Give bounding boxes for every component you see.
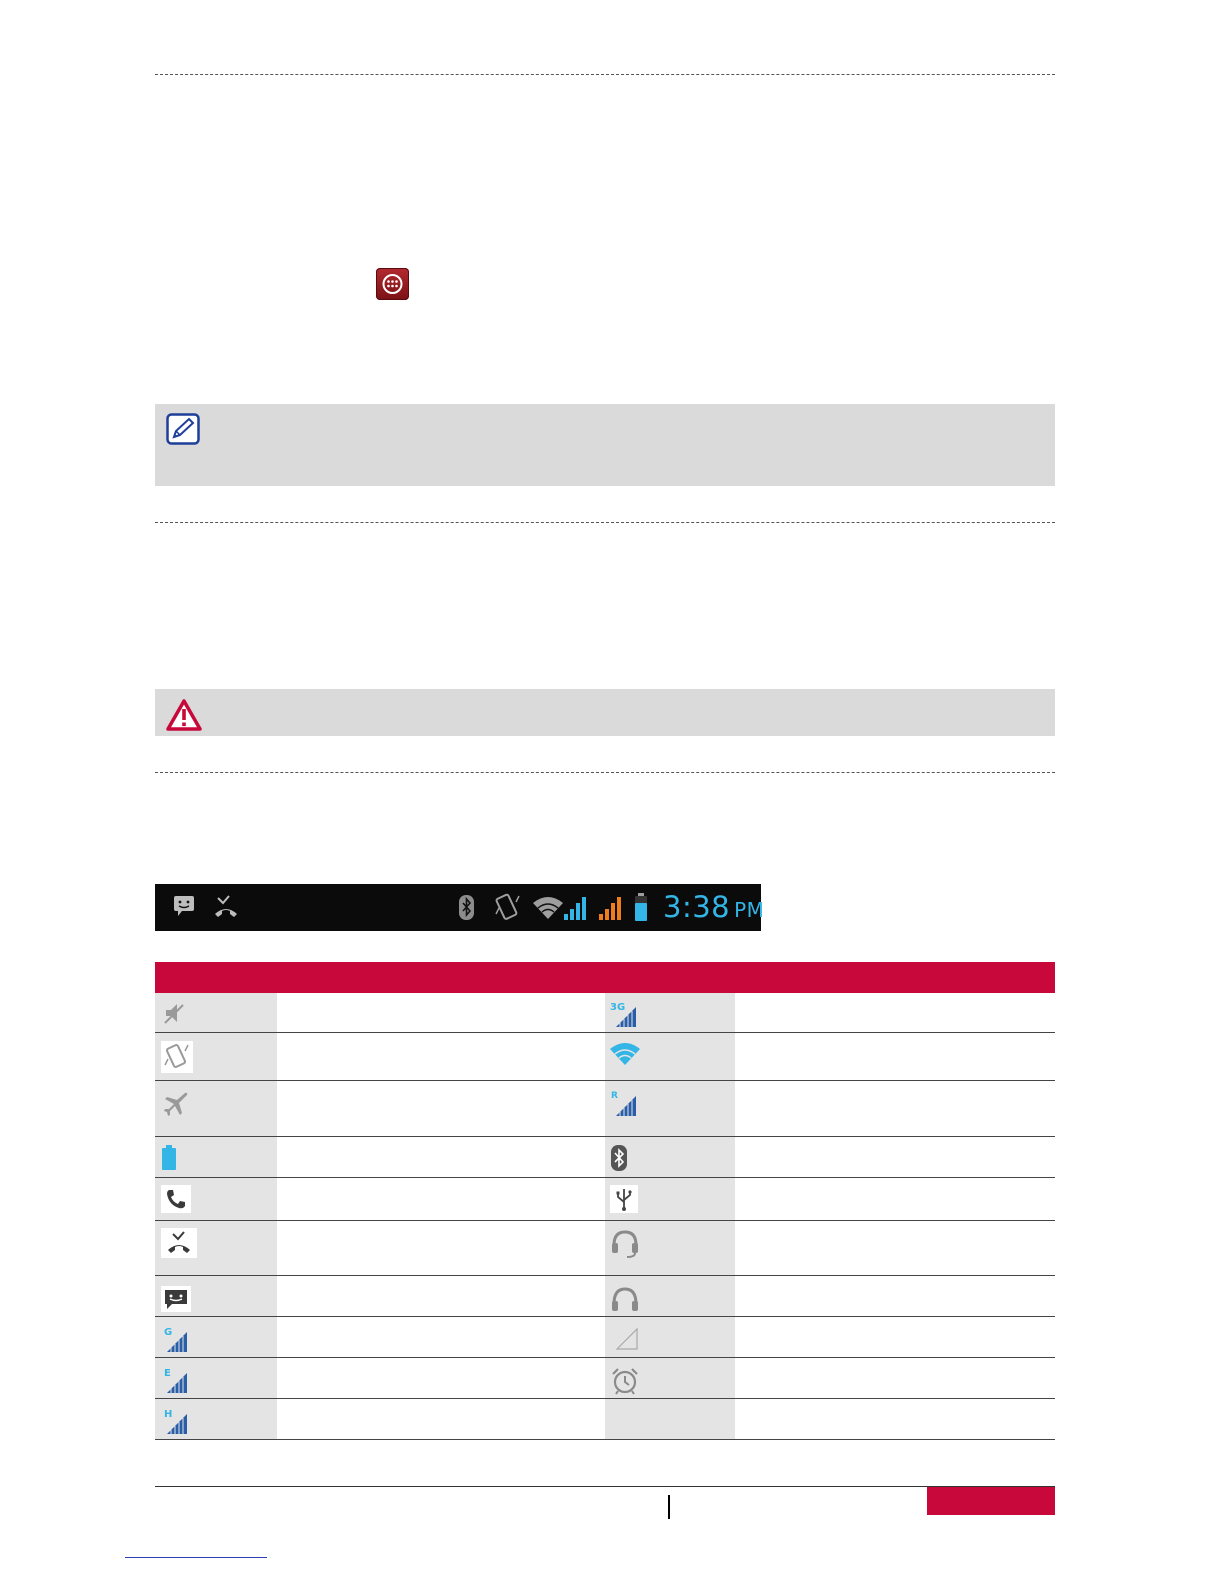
mute-icon (163, 1001, 187, 1025)
airplane-mode-icon (163, 1091, 189, 1117)
table-row (155, 1178, 1055, 1221)
wifi-icon (533, 897, 563, 919)
message-icon (161, 1286, 191, 1312)
status-clock (663, 890, 764, 924)
table-row (155, 1276, 1055, 1317)
footer-separator (668, 1495, 670, 1519)
alarm-icon (611, 1367, 639, 1395)
section-divider (155, 772, 1055, 773)
table-row (155, 1399, 1055, 1440)
bluetooth-icon (459, 895, 474, 920)
vibrate-icon (161, 1041, 193, 1073)
missed-call-icon (215, 896, 237, 917)
edge-signal-icon (163, 1366, 191, 1394)
battery-icon (161, 1145, 177, 1171)
hspa-signal-icon (163, 1407, 191, 1435)
svg-text:3G: 3G (610, 1002, 626, 1013)
no-signal-icon (615, 1327, 639, 1351)
svg-text:R: R (611, 1091, 618, 1101)
signal-sim2-icon (599, 897, 621, 920)
clock-ampm: PM (734, 898, 765, 922)
clock-time: 3:38 (663, 890, 731, 924)
table-row (155, 1358, 1055, 1399)
svg-text:E: E (164, 1368, 171, 1379)
note-pencil-icon (166, 413, 200, 445)
3g-signal-icon (610, 1000, 638, 1028)
battery-icon (635, 893, 647, 921)
table-row (155, 1221, 1055, 1276)
roaming-signal-icon (610, 1089, 638, 1117)
svg-text:H: H (164, 1409, 173, 1420)
table-row (155, 1033, 1055, 1081)
warning-icon (165, 698, 203, 732)
footer-link-underline[interactable] (125, 1557, 267, 1558)
usb-icon (610, 1185, 638, 1213)
vibrate-icon (496, 894, 519, 919)
note-box (155, 404, 1055, 486)
message-icon (174, 896, 194, 916)
bluetooth-icon (611, 1145, 627, 1171)
section-divider (155, 522, 1055, 523)
call-icon (161, 1185, 191, 1213)
table-row (155, 1137, 1055, 1178)
table-row (155, 1081, 1055, 1137)
table-row (155, 1317, 1055, 1358)
signal-sim1-icon (564, 897, 586, 920)
table-row (155, 993, 1055, 1033)
wifi-icon (610, 1043, 640, 1067)
icon-table-header (155, 962, 1055, 993)
warning-box (155, 689, 1055, 736)
headphones-icon (610, 1286, 640, 1312)
footer-rule (155, 1486, 1055, 1487)
headset-mic-icon (610, 1229, 640, 1259)
section-divider (155, 74, 1055, 75)
missed-call-icon (161, 1228, 197, 1258)
footer-accent-block (927, 1487, 1055, 1515)
svg-text:G: G (164, 1327, 173, 1338)
all-apps-icon (376, 268, 409, 300)
gprs-signal-icon (163, 1325, 191, 1353)
